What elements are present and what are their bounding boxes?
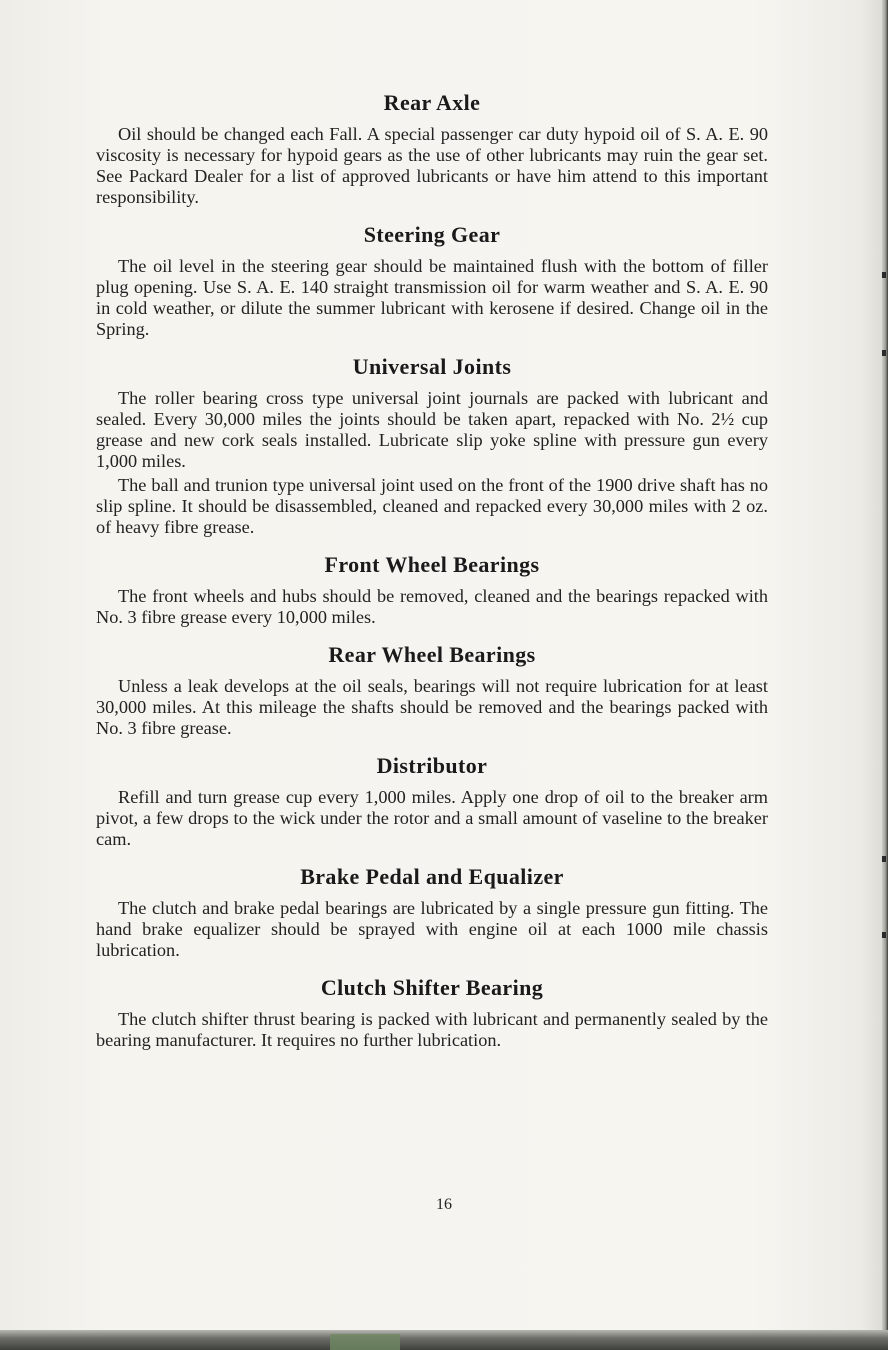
page-number: 16 — [436, 1196, 452, 1213]
section-clutch-shifter-bearing — [96, 975, 768, 1051]
section-rear-axle — [96, 90, 768, 208]
section-title: Clutch Shifter Bearing — [320, 975, 544, 1000]
section-universal-joints — [96, 354, 768, 538]
section-rear-wheel-bearings — [96, 642, 768, 739]
page-content — [96, 90, 768, 1065]
section-front-wheel-bearings — [96, 552, 768, 628]
section-paragraph: The ball and trunion type universal joint used on the front of the 1900 drive shaft has no slip spline. It should be disassembled, cleaned and repacked every 30,000 miles with 2 oz. of heavy fibre grease. — [96, 475, 768, 537]
section-title: Rear Wheel Bearings — [328, 642, 536, 667]
section-paragraph: The roller bearing cross type universal joint journals are packed with lubricant and sealed. Every 30,000 miles the joints should be taken apart, repacked with No. 2½ cup grease and new cork seals installed. Lubricate slip yoke spline with pressure gun every 1,000 miles. — [96, 388, 768, 471]
section-title: Brake Pedal and Equalizer — [300, 864, 564, 889]
page-edge — [882, 0, 888, 1350]
section-paragraph: The front wheels and hubs should be removed, cleaned and the bearings repacked with No. 3 fibre grease every 10,000 miles. — [96, 586, 768, 627]
binding-mark — [882, 350, 886, 356]
section-paragraph: Unless a leak develops at the oil seals, bearings will not require lubrication for at least 30,000 miles. At this mileage the shafts should be removed and the bearings packed with No. 3 fibre grease. — [96, 676, 768, 738]
scan-bottom-tint — [330, 1334, 400, 1350]
section-title: Universal Joints — [352, 354, 512, 379]
section-title: Rear Axle — [383, 90, 481, 115]
section-paragraph: The oil level in the steering gear should be maintained flush with the bottom of filler plug opening. Use S. A. E. 140 straight transmission oil for warm weather and S. A. E. 90 in cold weather, or dilute the summer lubricant with kerosene if desired. Change oil in the Spring. — [96, 256, 768, 339]
section-brake-pedal-and-equalizer — [96, 864, 768, 961]
section-paragraph: The clutch and brake pedal bearings are lubricated by a single pressure gun fitting. The hand brake equalizer should be sprayed with engine oil at each 1000 mile chassis lubrication. — [96, 898, 768, 960]
binding-mark — [882, 932, 886, 938]
section-title: Distributor — [376, 753, 488, 778]
binding-mark — [882, 856, 886, 862]
section-distributor — [96, 753, 768, 850]
binding-mark — [882, 272, 886, 278]
section-paragraph: Oil should be changed each Fall. A special passenger car duty hypoid oil of S. A. E. 90 viscosity is necessary for hypoid gears as the use of other lubricants may ruin the gear set. See Packard Dealer for a list of approved lubricants or have him attend to this important responsibility. — [96, 124, 768, 207]
section-paragraph: Refill and turn grease cup every 1,000 miles. Apply one drop of oil to the breaker arm pivot, a few drops to the wick under the rotor and a small amount of vaseline to the breaker cam. — [96, 787, 768, 849]
section-title: Steering Gear — [363, 222, 501, 247]
section-paragraph: The clutch shifter thrust bearing is packed with lubricant and permanently sealed by the bearing manufacturer. It requires no further lubrication. — [96, 1009, 768, 1050]
section-title: Front Wheel Bearings — [324, 552, 540, 577]
section-steering-gear — [96, 222, 768, 340]
scan-bottom-edge — [0, 1330, 888, 1350]
